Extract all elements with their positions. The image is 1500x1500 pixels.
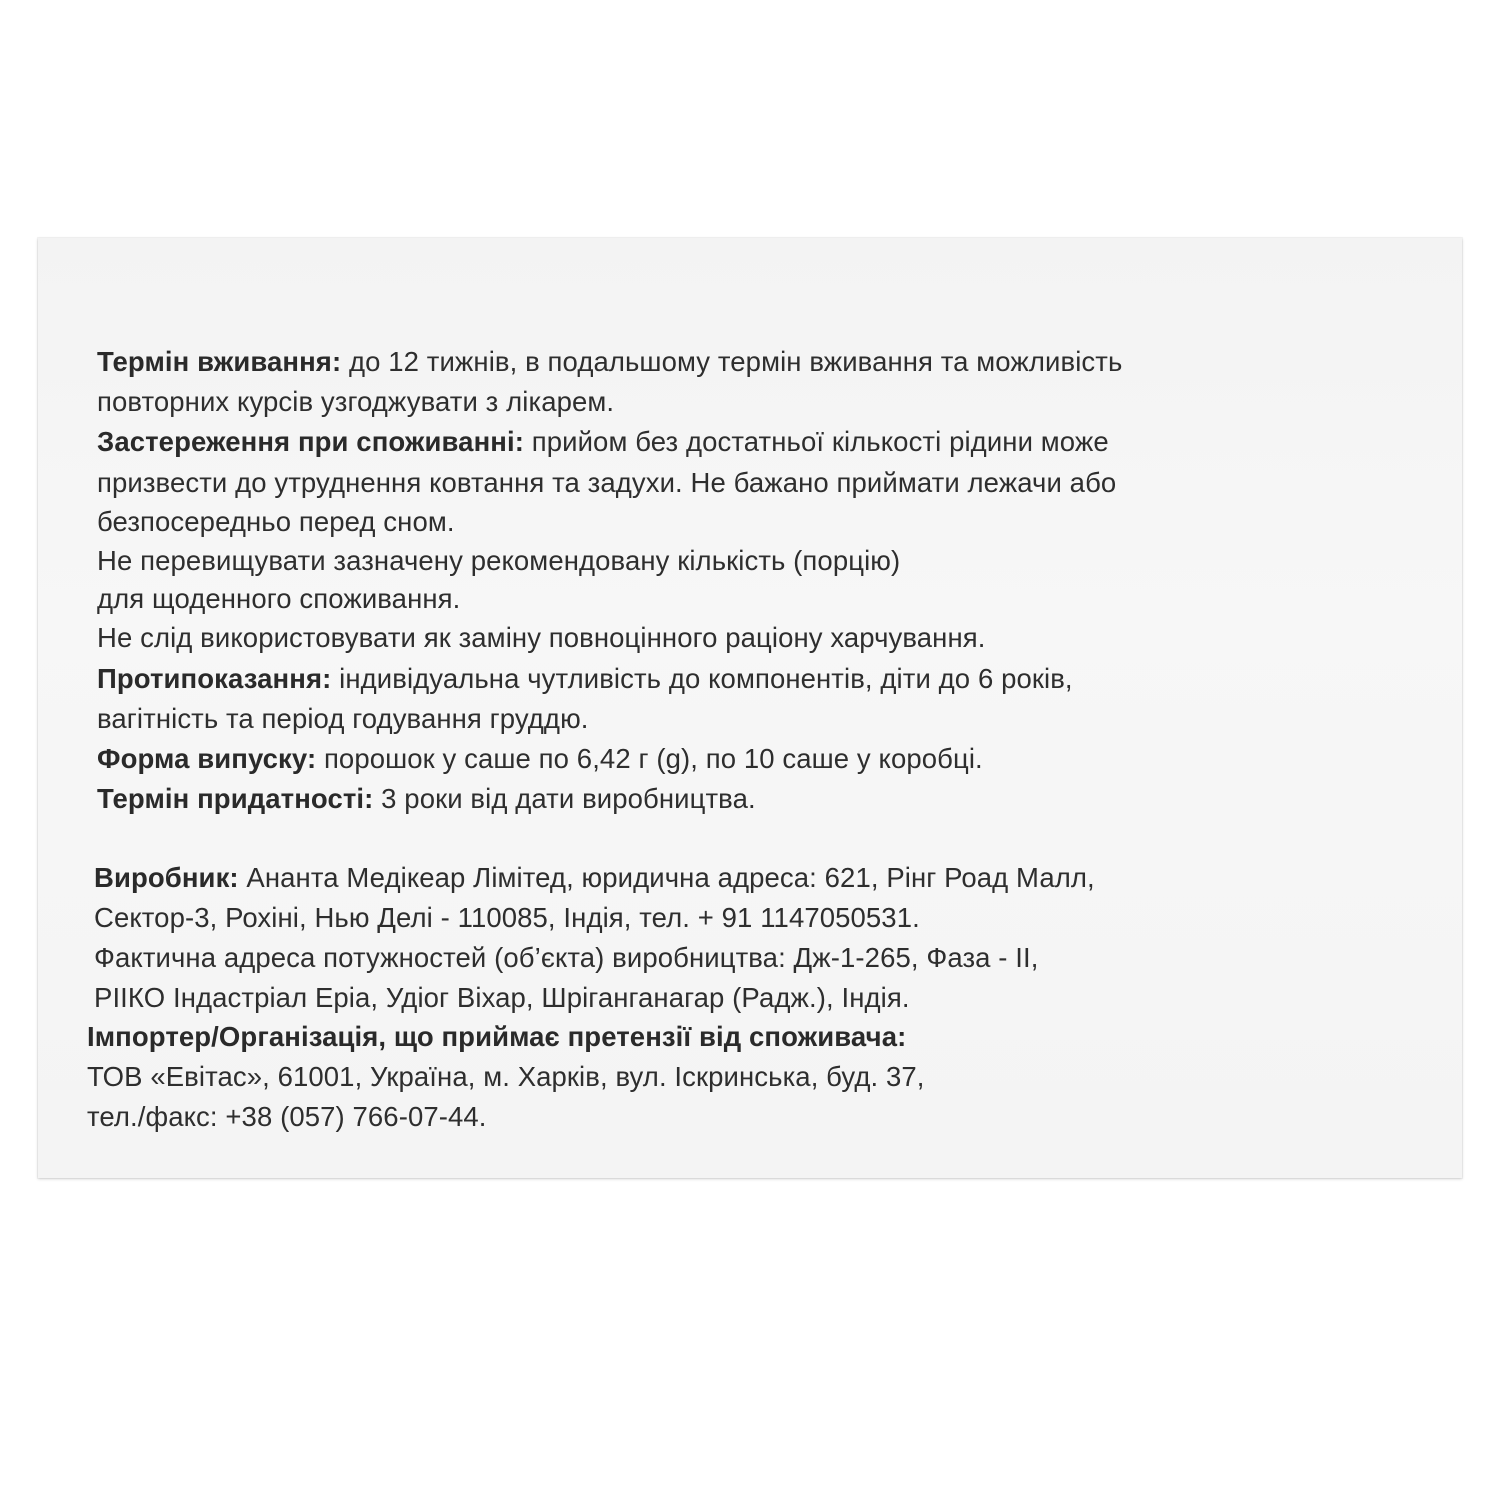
shelf-life-line: Термін придатності: 3 роки від дати виробництва. (97, 783, 756, 814)
release-form-line: Форма випуску: порошок у саше по 6,42 г (g), по 10 саше у коробці. (97, 743, 983, 774)
importer-line-2: тел./факс: +38 (057) 766-07-44. (87, 1101, 487, 1132)
importer-label-line (87, 1023, 906, 1051)
importer-label: Імпортер/Організація, що приймає претензії від споживача: (87, 1021, 907, 1052)
warning-line-4: Не перевищувати зазначену рекомендовану кількість (порцію) (97, 545, 901, 576)
contraindications-line-2: вагітність та період годування груддю. (97, 703, 589, 734)
manufacturer-line-4: РІІКО Індастріал Еріа, Удіог Віхар, Шріганганагар (Радж.), Індія. (94, 982, 910, 1013)
release-form-label: Форма випуску: (97, 743, 317, 774)
warning-line-5: для щоденного споживання. (97, 583, 461, 614)
warning-line-2: призвести до утруднення ковтання та задухи. Не бажано приймати лежачи або (97, 467, 1117, 498)
manufacturer-line-3: Фактична адреса потужностей (об’єкта) виробництва: Дж-1-265, Фаза - II, (94, 942, 1039, 973)
importer-line-1: ТОВ «Евітас», 61001, Україна, м. Харків, вул. Іскринська, буд. 37, (87, 1061, 925, 1092)
manufacturer-line-1: Виробник: Ананта Медікеар Лімітед, юридична адреса: 621, Рінг Роад Малл, (94, 862, 1095, 893)
usage-term-label: Термін вживання: (97, 346, 342, 377)
warning-line-1: Застереження при споживанні: прийом без достатньої кількості рідини може (97, 426, 1109, 457)
usage-term-line-2: повторних курсів узгоджувати з лікарем. (97, 386, 615, 417)
warning-line-3: безпосередньо перед сном. (97, 506, 455, 537)
usage-term-line-1 (97, 348, 1122, 376)
contraindications-line-1: Протипоказання: індивідуальна чутливість до компонентів, діти до 6 років, (97, 663, 1073, 694)
warning-label: Застереження при споживанні: (97, 426, 524, 457)
shelf-life-label: Термін придатності: (97, 783, 374, 814)
manufacturer-label: Виробник: (94, 862, 239, 893)
contraindications-label: Протипоказання: (97, 663, 332, 694)
warning-line-6: Не слід використовувати як заміну повноцінного раціону харчування. (97, 622, 986, 653)
usage-term-text: до 12 тижнів, в подальшому термін вживання та можливість (341, 346, 1123, 377)
manufacturer-line-2: Сектор-3, Рохіні, Нью Делі - 110085, Індія, тел. + 91 1147050531. (94, 902, 920, 933)
